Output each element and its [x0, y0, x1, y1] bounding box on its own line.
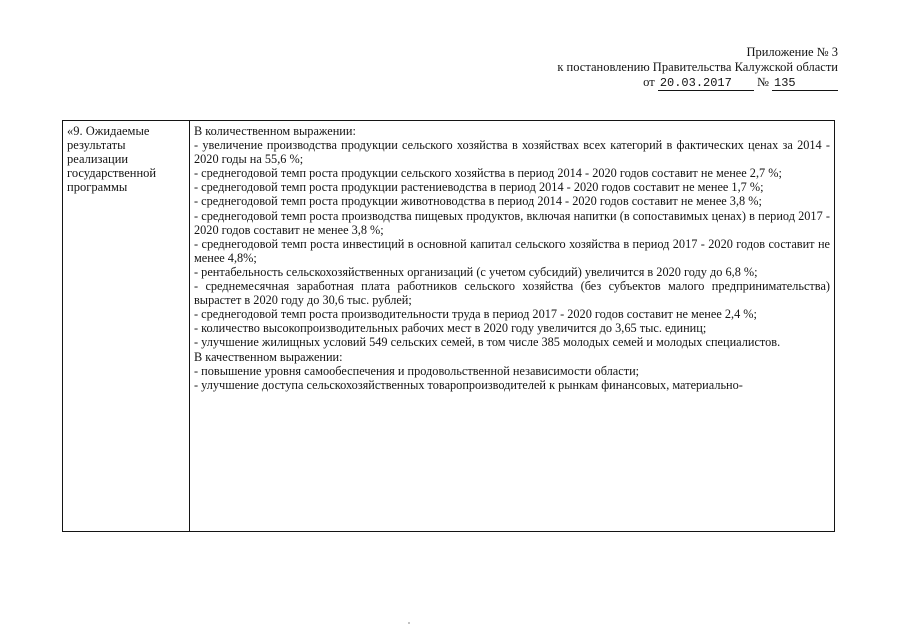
- list-item: - улучшение жилищных условий 549 сельских семей, в том числе 385 молодых семей и молодых специалистов.: [194, 335, 781, 350]
- list-item: - среднегодовой темп роста продукции животноводства в период 2014 - 2020 годов составит не менее 3,8 %;: [194, 194, 762, 209]
- number-sign: №: [756, 75, 769, 89]
- qualitative-heading: В качественном выражении:: [194, 349, 343, 364]
- appendix-header: [557, 45, 838, 91]
- resolution-date: 20.03.2017: [658, 77, 754, 91]
- scan-speck: [408, 622, 410, 624]
- list-item: - среднегодовой темп роста производства пищевых продуктов, включая напитки (в сопоставимых ценах) в период 2017 - 2020 годов составит не менее 3,8 %;: [194, 208, 830, 237]
- date-prefix: от: [643, 75, 655, 89]
- resolution-number: 135: [772, 77, 838, 91]
- appendix-number: Приложение № 3: [746, 45, 838, 59]
- list-item: - среднегодовой темп роста производительности труда в период 2017 - 2020 годов составит не менее 2,4 %;: [194, 307, 757, 322]
- list-item: - рентабельность сельскохозяйственных организаций (с учетом субсидий) увеличится в 2020 году до 6,8 %;: [194, 264, 758, 279]
- resolution-date-line: [557, 75, 838, 91]
- row-label: «9. Ожидаемые результаты реализации государственной программы: [67, 124, 157, 194]
- results-table: [62, 120, 835, 532]
- quantitative-heading: В количественном выражении:: [194, 124, 356, 138]
- list-item: - среднегодовой темп роста продукции растениеводства в период 2014 - 2020 годов составит не менее 1,7 %;: [194, 180, 764, 195]
- list-item: - повышение уровня самообеспечения и продовольственной независимости области;: [194, 363, 640, 378]
- list-item: - увеличение производства продукции сельского хозяйства в хозяйствах всех категорий в фактических ценах за 2014 - 2020 годы на 55,6 %;: [194, 138, 830, 167]
- row-content-cell: [190, 121, 834, 531]
- list-item: - среднегодовой темп роста продукции сельского хозяйства в период 2014 - 2020 годов составит не менее 2,7 %;: [194, 166, 782, 181]
- list-item: - улучшение доступа сельскохозяйственных товаропроизводителей к рынкам финансовых, материально-: [194, 377, 743, 392]
- list-item: - количество высокопроизводительных рабочих мест в 2020 году увеличится до 3,65 тыс. единиц;: [194, 321, 707, 336]
- row-label-cell: [63, 121, 190, 531]
- list-item: - среднемесячная заработная плата работников сельского хозяйства (без субъектов малого предпринимательства) вырастет в 2020 году до 30,6 тыс. рублей;: [194, 279, 830, 308]
- resolution-reference: к постановлению Правительства Калужской области: [557, 60, 838, 74]
- list-item: - среднегодовой темп роста инвестиций в основной капитал сельского хозяйства в период 2017 - 2020 годов составит не менее 4,8%;: [194, 236, 830, 265]
